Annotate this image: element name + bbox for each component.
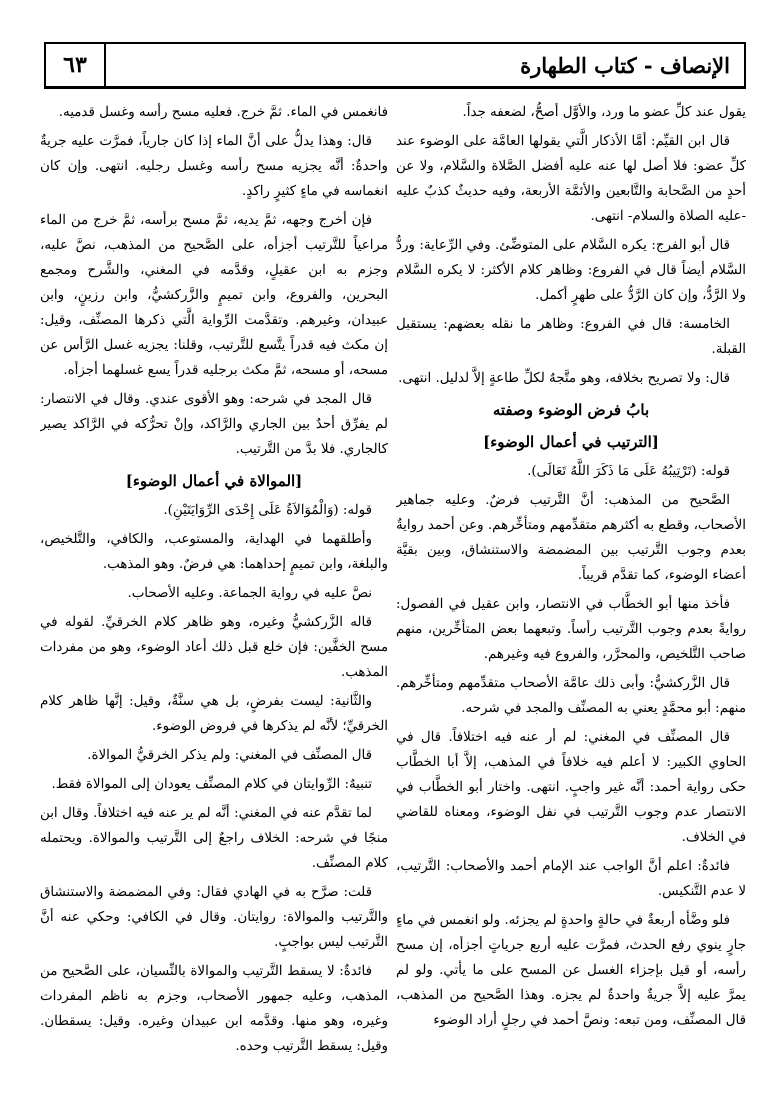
section-heading: [الموالاة في أعمال الوضوء] [125,472,303,490]
paragraph: الخامسة: قال في الفروع: وظاهر ما نقله بعضهم: يستقبل القبلة. [396,317,746,357]
left-column [40,100,388,1100]
paragraph: قال أبو الفرج: يكره السَّلام على المتوضِّئ. وفي الرِّعاية: وردُّ السَّلام أيضاً قال في الفروع: وظاهر كلام الأكثر: لا يكره السَّلام ولا الرَّدُّ، وإن كان الرَّدُّ على طهرٍ أكمل. [396,238,746,303]
paragraph: قال المصنِّف في المغني: ولم يذكر الخرقيُّ الموالاة. [87,748,372,763]
quoted-text: قوله: (تَرْتِيبُهُ عَلَى مَا ذَكَرَ اللَّهُ تَعَالَى). [527,464,730,479]
paragraph: نصَّ عليه في رواية الجماعة. وعليه الأصحاب. [127,586,372,601]
paragraph: فانغمس في الماء. ثمَّ خرج. فعليه مسح رأسه وغسل قدميه. [58,105,388,120]
paragraph: فائدةٌ: لا يسقط التَّرتيب والموالاة بالنِّسيان، على الصَّحيح من المذهب، وعليه جمهور الأصحاب، وجزم به ناظم المفردات وغيره، وهو منها. وقدَّمه ابن عبيدان وغيره. وقيل: يسقطان. وقيل: يسقط التَّرتيب وحده. [40,964,388,1054]
paragraph: فائدةٌ: اعلم أنَّ الواجب عند الإمام أحمد والأصحاب: التَّرتيب، لا عدم التَّنكيس. [396,859,746,899]
quoted-text: قوله: (وَالْمُوَالاَةُ عَلَى إِحْدَى الرِّوَايَتَيْنِ). [163,503,372,518]
paragraph: قال: وهذا يدلُّ على أنَّ الماء إذا كان جارياً، فمرَّت عليه جريةٌ واحدةٌ: أنَّه يجزيه مسح رأسه وغسل رجليه. انتهى. وإن كان انغماسه في ماءٍ كثيرٍ راكدٍ. [40,134,388,199]
right-column [396,100,746,1100]
paragraph: فلو وضَّأه أربعةٌ في حالةٍ واحدةٍ لم يجزئه. ولو انغمس في ماءٍ جارٍ ينوي رفع الحدث، فمرَّت عليه أربع جرياتٍ أجزأه، إن مسح رأسه، أو قيل بإجزاء الغسل عن المسح على ما يأتي. ولو لم يمرَّ عليه إلاَّ جريةٌ واحدةٌ لم يجزه. وهذا الصَّحيح من المذهب، قال المصنِّف، ومن تبعه: ونصَّ أحمد في رجلٍ أراد الوضوء [396,913,746,1028]
paragraph: قال المجد في شرحه: وهو الأقوى عندي. وقال في الانتصار: لم يفرِّق أحدٌ بين الجاري والرَّاكد، وإنْ تحرُّكه في الرَّاكد يصير كالجاري. فلا بدَّ من التَّرتيب. [40,392,388,457]
paragraph: قال: ولا تصريح بخلافه، وهو متَّجهٌ لكلِّ طاعةٍ إلاَّ لدليل. انتهى. [398,371,730,386]
paragraph: يقول عند كلِّ عضو ما ورد، والأوَّل أصحُّ، لضعفه جداً. [462,105,746,120]
paragraph: فإن أخرج وجهه، ثمَّ يديه، ثمَّ مسح برأسه، ثمَّ خرج من الماء مراعياً للتَّرتيب أجزأه، على الصَّحيح من المذهب، نصَّ عليه، وجزم به ابن عقيلٍ، وقدَّمه في المغني، والشَّرح ومجمع البحرين، والفروع، وابن تميمٍ والزَّركشيُّ، وابن رزينٍ، وابن عبيدان، وغيرهم. وتقدَّمت الرِّواية الَّتي ذكرها المصنِّف، وقيل: إن مكث فيه قدراً يتَّسع للتَّرتيب، وقلنا: يجزيه غسل الرَّأس عن مسحه، أو مسحه، ثمَّ مكث برجليه قدراً يسع غسلهما أجزأه. [40,213,388,378]
paragraph: قال الزَّركشيُّ: وأبى ذلك عامَّة الأصحاب متقدِّمهم ومتأخِّرهم. منهم: أبو محمَّدٍ يعني به المصنِّف والمجد في شرحه. [396,676,746,716]
chapter-heading: بابُ فرض الوضوء وصفته [492,401,650,419]
page-number: ٦٣ [46,44,106,86]
paragraph: لما تقدَّم عنه في المغني: أنَّه لم ير عنه فيه اختلافاً. وقال ابن منجًا في شرحه: الخلاف راجعٌ إلى التَّرتيب والموالاة. ويحتمله كلام المصنِّف. [40,806,388,871]
paragraph: تنبيهٌ: الرِّوايتان في كلام المصنِّف يعودان إلى الموالاة فقط. [51,777,372,792]
paragraph: قلت: صرَّح به في الهادي فقال: وفي المضمضة والاستنشاق والتَّرتيب والموالاة: روايتان. وقال في الكافي: وحكي عنه أنَّ التَّرتيب ليس بواجبٍ. [40,885,388,950]
page-header [44,42,746,88]
section-heading: [الترتيب في أعمال الوضوء] [483,433,659,451]
paragraph: الصَّحيح من المذهب: أنَّ التَّرتيب فرضٌ. وعليه جماهير الأصحاب، وقطع به أكثرهم متقدِّمهم ومتأخِّرهم. وعن أحمد روايةٌ بعدم وجوب التَّرتيب بين المضمضة والاستنشاق، وبين بقيَّة أعضاء الوضوء، كما تقدَّم قريباً. [396,493,746,583]
paragraph: قال المصنِّف في المغني: لم أر عنه فيه اختلافاً. قال في الحاوي الكبير: لا أعلم فيه خلافاً في المذهب، إلاَّ أبا الخطَّاب حكى رواية أحمد: أنَّه غير واجبٍ. انتهى. واختار أبو الخطَّاب في الانتصار عدم وجوب التَّرتيب في نفل الوضوء، ومعناه للقاضي في الخلاف. [396,730,746,845]
paragraph: قاله الزَّركشيُّ وغيره، وهو ظاهر كلام الخرقيِّ. لقوله في مسح الخفَّين: فإن خلع قبل ذلك أعاد الوضوء، وهو من مفردات المذهب. [40,615,388,680]
paragraph: قال ابن القيِّم: أمَّا الأذكار الَّتي يقولها العامَّة على الوضوء عند كلِّ عضو: فلا أصل لها عنه عليه أفضل الصَّلاة والسَّلام، ولا عن أحدٍ من الصَّحابة والتَّابعين والأئمَّة الأربعة، وفيه حديثٌ كذبٌ عليه -عليه الصلاة والسلام- انتهى. [396,134,746,224]
paragraph: فأخذ منها أبو الخطَّاب في الانتصار، وابن عقيل في الفصول: روايةً بعدم وجوب التَّرتيب رأساً. وتبعهما بعض المتأخِّرين، منهم صاحب التَّلخيص، والمحرَّر، والفروع فيه وغيرهم. [396,597,746,662]
running-title: الإنصاف - كتاب الطهارة [520,52,730,78]
header-rule [44,88,746,89]
paragraph: وأطلقهما في الهداية، والمستوعب، والكافي، والتَّلخيص، والبلغة، وابن تميمٍ إحداهما: هي فرضٌ. وهو المذهب. [40,532,388,572]
paragraph: والثَّانية: ليست بفرضٍ، بل هي سنَّةٌ، وقيل: إنَّها ظاهر كلام الخرقيِّ؛ لأنَّه لم يذكرها في فروض الوضوء. [40,694,388,734]
